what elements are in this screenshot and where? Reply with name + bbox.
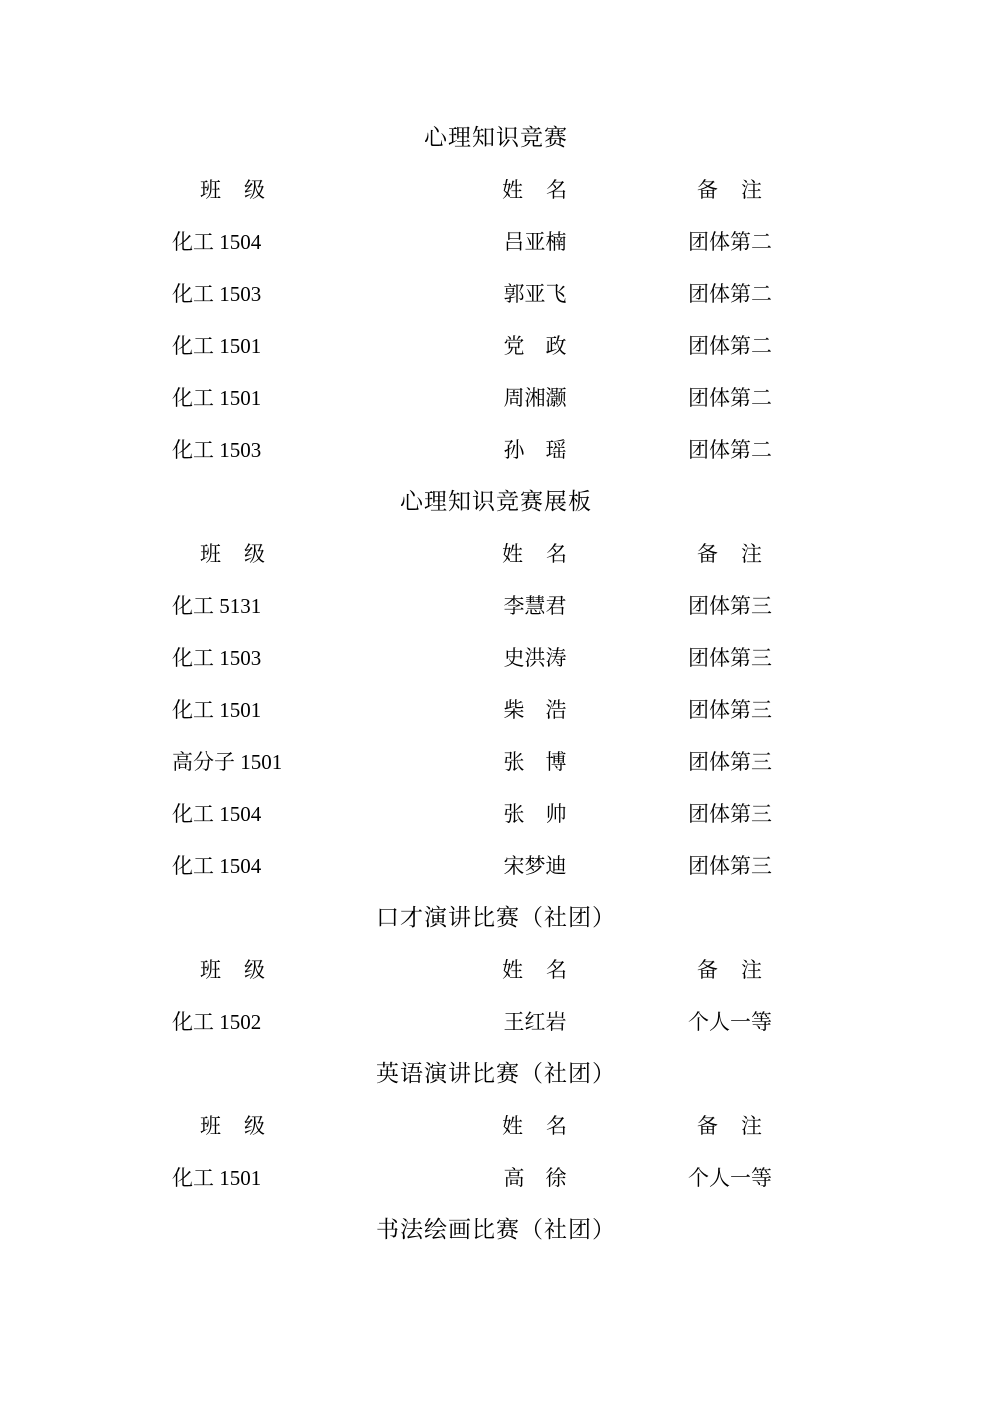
section-psychology-quiz [120,112,872,476]
section-title: 心理知识竞赛 [424,125,568,150]
table-header-row [172,164,820,216]
column-header-class: 班 级 [200,178,266,202]
table-row [172,632,820,684]
section-calligraphy-painting-contest [120,1204,872,1256]
table-row [172,1152,820,1204]
table-row [172,216,820,268]
column-header-note: 备 注 [697,958,763,982]
roster-table [172,164,820,476]
cell-note: 团体第三 [688,698,772,722]
cell-class: 化工 1502 [172,1010,262,1034]
cell-name: 史洪涛 [503,646,567,670]
table-row [172,840,820,892]
cell-note: 团体第二 [688,230,772,254]
column-header-class: 班 级 [200,1114,266,1138]
cell-name: 党 政 [503,334,567,358]
cell-note: 个人一等 [688,1166,772,1190]
table-row [172,372,820,424]
cell-note: 团体第三 [688,854,772,878]
roster-table [172,944,820,1048]
cell-class: 化工 1501 [172,334,262,358]
table-header-row [172,528,820,580]
table-row [172,996,820,1048]
cell-name: 郭亚飞 [503,282,567,306]
section-title: 口才演讲比赛（社团） [376,905,616,930]
table-row [172,684,820,736]
section-title: 书法绘画比赛（社团） [376,1217,616,1242]
cell-name: 宋梦迪 [503,854,567,878]
column-header-class: 班 级 [200,542,266,566]
table-row [172,580,820,632]
cell-note: 团体第三 [688,594,772,618]
column-header-note: 备 注 [697,542,763,566]
cell-note: 团体第三 [688,802,772,826]
cell-note: 团体第二 [688,438,772,462]
cell-class: 化工 1504 [172,802,262,826]
cell-note: 团体第三 [688,750,772,774]
cell-name: 周湘灏 [503,386,567,410]
cell-name: 张 帅 [503,802,567,826]
column-header-note: 备 注 [697,1114,763,1138]
column-header-name: 姓 名 [502,542,568,566]
cell-class: 化工 1504 [172,230,262,254]
cell-class: 化工 5131 [172,594,262,618]
section-psychology-quiz-board [120,476,872,892]
cell-class: 化工 1503 [172,438,262,462]
column-header-note: 备 注 [697,178,763,202]
table-row [172,736,820,788]
section-title: 心理知识竞赛展板 [400,489,592,514]
cell-class: 化工 1501 [172,386,262,410]
column-header-class: 班 级 [200,958,266,982]
column-header-name: 姓 名 [502,1114,568,1138]
cell-class: 化工 1503 [172,282,262,306]
cell-name: 张 博 [503,750,567,774]
cell-note: 团体第二 [688,386,772,410]
section-english-speech-contest [120,1048,872,1204]
section-title: 英语演讲比赛（社团） [376,1061,616,1086]
cell-class: 化工 1501 [172,1166,262,1190]
table-row [172,424,820,476]
roster-table [172,1100,820,1204]
column-header-name: 姓 名 [502,178,568,202]
table-header-row [172,944,820,996]
table-row [172,268,820,320]
cell-class: 化工 1503 [172,646,262,670]
cell-name: 高 徐 [503,1166,567,1190]
cell-name: 吕亚楠 [503,230,567,254]
cell-name: 柴 浩 [503,698,567,722]
roster-table [172,528,820,892]
cell-name: 孙 瑶 [503,438,567,462]
table-row [172,788,820,840]
cell-note: 个人一等 [688,1010,772,1034]
cell-note: 团体第三 [688,646,772,670]
cell-class: 化工 1504 [172,854,262,878]
section-speech-contest [120,892,872,1048]
cell-class: 高分子 1501 [172,750,283,774]
column-header-name: 姓 名 [502,958,568,982]
cell-note: 团体第二 [688,282,772,306]
table-header-row [172,1100,820,1152]
cell-class: 化工 1501 [172,698,262,722]
cell-name: 李慧君 [503,594,567,618]
cell-name: 王红岩 [503,1010,567,1034]
cell-note: 团体第二 [688,334,772,358]
table-row [172,320,820,372]
